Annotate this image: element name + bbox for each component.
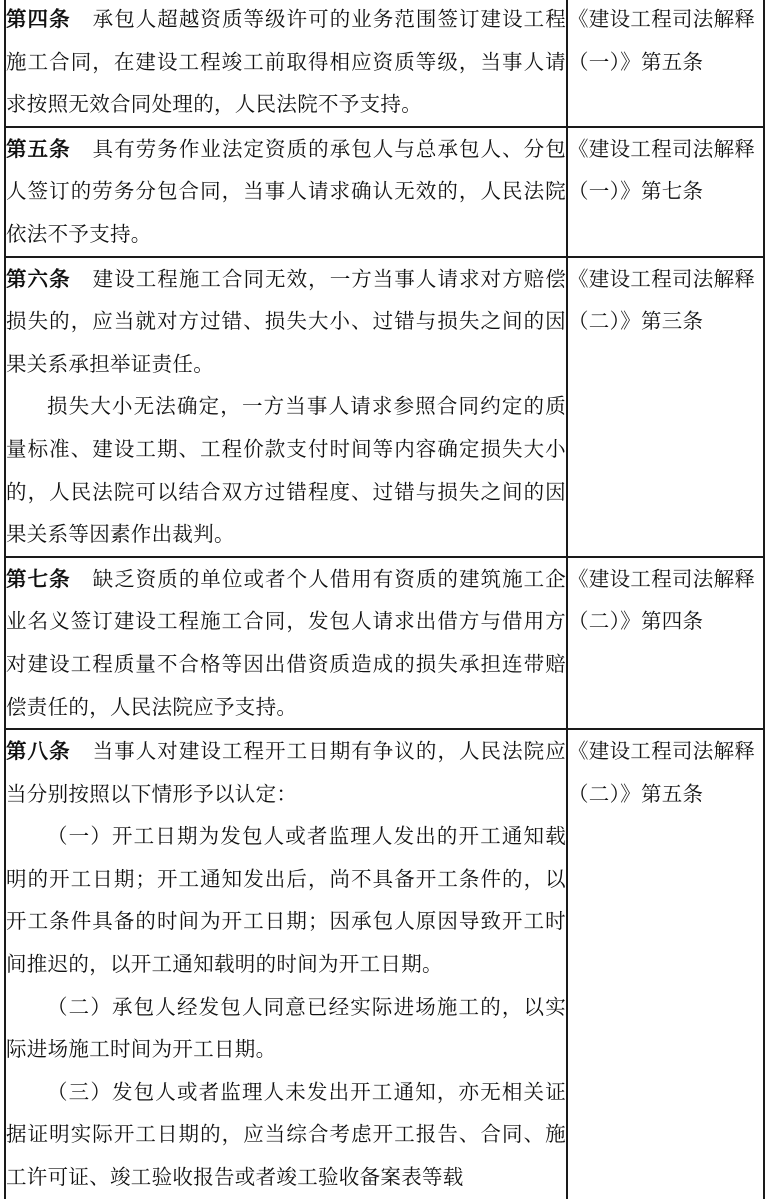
source-reference: 《建设工程司法解释（一）》第五条 [568,7,756,74]
article-number: 第八条 [6,739,71,764]
source-cell [567,557,764,729]
article-paragraph: （一）开工日期为发包人或者监理人发出的开工通知载明的开工日期；开工通知发出后，尚不具备开工条件的，以开工条件具备的时间为开工日期；因承包人原因导致开工时间推迟的，以开工通知载明的时间为开工日期。 [6,824,566,977]
article-cell [5,257,567,557]
article-cell [5,127,567,257]
article-text: 承包人超越资质等级许可的业务范围签订建设工程施工合同，在建设工程竣工前取得相应资质等级，当事人请求按照无效合同处理的，人民法院不予支持。 [6,7,566,117]
article-paragraph: （二）承包人经发包人同意已经实际进场施工的，以实际进场施工时间为开工日期。 [6,994,566,1062]
article-cell [5,729,567,1199]
source-cell [567,257,764,557]
article-paragraph: （三）发包人或者监理人未发出开工通知，亦无相关证据证明实际开工日期的，应当综合考虑开工报告、合同、施工许可证、竣工验收报告或者竣工验收备案表等载 [6,1079,566,1190]
source-reference: 《建设工程司法解释（一）》第七条 [568,136,756,204]
table-row-article-4 [5,0,764,127]
article-number: 第七条 [6,566,71,591]
source-cell [567,729,764,1199]
table-row-article-5 [5,127,764,257]
table-row-article-6 [5,257,764,557]
table-row-article-7 [5,557,764,729]
article-paragraph [6,258,566,386]
article-number: 第六条 [6,266,71,291]
source-reference: 《建设工程司法解释（二）》第五条 [568,739,756,806]
article-text: 具有劳务作业法定资质的承包人与总承包人、分包人签订的劳务分包合同，当事人请求确认无效的，人民法院依法不予支持。 [6,136,566,246]
regulation-comparison-table [4,0,765,1199]
article-paragraph [6,730,566,815]
article-number: 第五条 [6,136,71,161]
article-text: 当事人对建设工程开工日期有争议的，人民法院应当分别按照以下情形予以认定： [6,739,566,806]
article-paragraph: 损失大小无法确定，一方当事人请求参照合同约定的质量标准、建设工期、工程价款支付时间等内容确定损失大小的，人民法院可以结合双方过错程度、过错与损失之间的因果关系等因素作出裁判。 [6,394,566,547]
article-paragraph [6,558,566,728]
source-reference: 《建设工程司法解释（二）》第三条 [568,266,756,334]
article-number: 第四条 [6,7,71,31]
article-paragraph [6,128,566,256]
article-cell [5,557,567,729]
source-cell [567,127,764,257]
source-reference: 《建设工程司法解释（二）》第四条 [568,566,756,634]
table-row-article-8 [5,729,764,1199]
article-paragraph [6,0,566,126]
article-cell [5,0,567,127]
source-cell [567,0,764,127]
article-text: 缺乏资质的单位或者个人借用有资质的建筑施工企业名义签订建设工程施工合同，发包人请求出借方与借用方对建设工程质量不合格等因出借资质造成的损失承担连带赔偿责任的，人民法院应予支持。 [6,566,566,719]
article-text: 建设工程施工合同无效，一方当事人请求对方赔偿损失的，应当就对方过错、损失大小、过错与损失之间的因果关系承担举证责任。 [6,266,566,376]
